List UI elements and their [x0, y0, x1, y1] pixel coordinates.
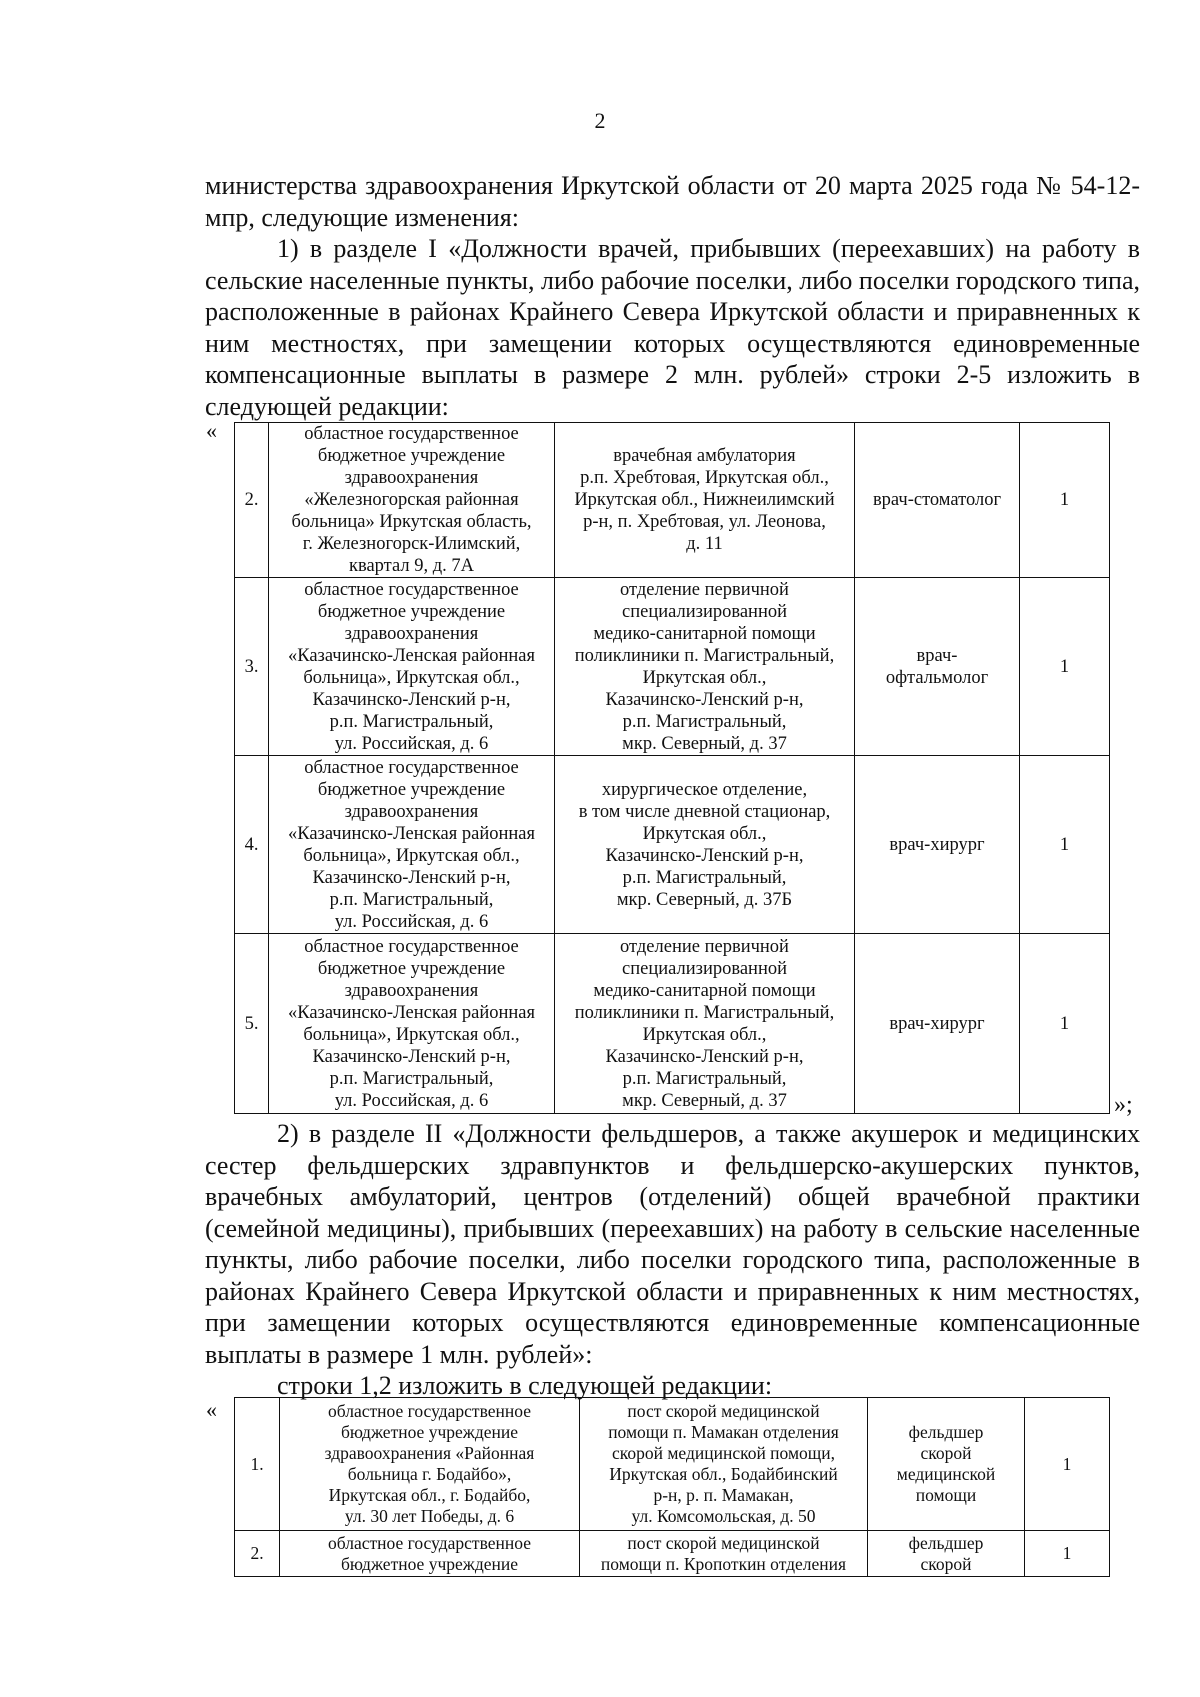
row-number: 2.: [235, 423, 269, 578]
count-cell: 1: [1020, 578, 1110, 756]
unit-cell: пост скорой медицинской помощи п. Мамакан отделения скорой медицинской помощи, Иркутская обл., Бодайбинский р-н, р. п. Мамакан, ул. Комсомольская, д. 50: [608, 1401, 839, 1526]
row-number: 4.: [235, 756, 269, 934]
institution-cell: областное государственное бюджетное учреждение здравоохранения «Железногорская районная больница» Иркутская область, г. Железногорск-Илимский, квартал 9, д. 7А: [291, 424, 532, 576]
position-cell: фельдшер скорой медицинской помощи: [896, 1422, 996, 1505]
unit-cell: врачебная амбулатория р.п. Хребтовая, Иркутская обл., Иркутская обл., Нижнеилимский р-н, п. Хребтовая, ул. Леонова, д. 11: [574, 446, 835, 554]
count-cell: 1: [1025, 1531, 1110, 1577]
count-cell: 1: [1020, 756, 1110, 934]
institution-cell: областное государственное бюджетное учреждение: [328, 1532, 531, 1574]
table2-row: [235, 1531, 1110, 1577]
table1-opening-quote: «: [206, 418, 217, 443]
count-cell: 1: [1020, 934, 1110, 1114]
row-number: 2.: [235, 1531, 280, 1577]
institution-cell: областное государственное бюджетное учреждение здравоохранения «Районная больница г. Бодайбо», Иркутская обл., г. Бодайбо, ул. 30 лет Победы, д. 6: [324, 1401, 535, 1526]
institution-cell: областное государственное бюджетное учреждение здравоохранения «Казачинско-Ленская районная больница», Иркутская обл., Казачинско-Ленский р-н, р.п. Магистральный, ул. Российская, д. 6: [287, 936, 536, 1111]
count-cell: 1: [1020, 423, 1110, 578]
page-number: 2: [594, 108, 606, 133]
table2: [234, 1397, 1110, 1577]
position-cell: врач-стоматолог: [872, 490, 1002, 510]
unit-cell: хирургическое отделение, в том числе дневной стационар, Иркутская обл., Казачинско-Ленский р-н, р.п. Магистральный, мкр. Северный, д. 37Б: [578, 779, 831, 910]
table1-row: [235, 756, 1110, 934]
institution-cell: областное государственное бюджетное учреждение здравоохранения «Казачинско-Ленская районная больница», Иркутская обл., Казачинско-Ленский р-н, р.п. Магистральный, ул. Российская, д. 6: [287, 579, 536, 754]
table1-row: [235, 934, 1110, 1114]
item1-paragraph: 1) в разделе I «Должности врачей, прибывших (переехавших) на работу в сельские населенные пункты, либо рабочие поселки, либо поселки городского типа, расположенные в районах Крайнего Севера Иркутской области и приравненных к ним местностях, при замещении которых осуществляются единовременные компенсационные выплаты в размере 2 млн. рублей» строки 2-5 изложить в следующей редакции:: [205, 234, 1140, 421]
position-cell: врач-хирург: [889, 1013, 985, 1034]
position-cell: фельдшер скорой: [908, 1532, 984, 1574]
item2-subline: строки 1,2 изложить в следующей редакции:: [277, 1371, 773, 1400]
unit-cell: отделение первичной специализированной медико-санитарной помощи поликлиники п. Магистральный, Иркутская обл., Казачинско-Ленский р-н, р.п. Магистральный, мкр. Северный, д. 37: [574, 579, 835, 754]
table2-row: [235, 1398, 1110, 1531]
institution-cell: областное государственное бюджетное учреждение здравоохранения «Казачинско-Ленская районная больница», Иркутская обл., Казачинско-Ленский р-н, р.п. Магистральный, ул. Российская, д. 6: [287, 757, 536, 932]
row-number: 3.: [235, 578, 269, 756]
table1-row: [235, 578, 1110, 756]
row-number: 5.: [235, 934, 269, 1114]
table1: [234, 422, 1110, 1114]
row-number: 1.: [235, 1398, 280, 1531]
table2-opening-quote: «: [206, 1397, 217, 1422]
position-cell: врач- офтальмолог: [885, 645, 989, 688]
position-cell: врач-хирург: [889, 834, 985, 855]
unit-cell: отделение первичной специализированной медико-санитарной помощи поликлиники п. Магистральный, Иркутская обл., Казачинско-Ленский р-н, р.п. Магистральный, мкр. Северный, д. 37: [574, 936, 835, 1111]
item2-paragraph: 2) в разделе II «Должности фельдшеров, а также акушерок и медицинских сестер фельдшерских здравпунктов и фельдшерско-акушерских пунктов, врачебных амбулаторий, центров (отделений) общей врачебной практики (семейной медицины), прибывших (переехавших) на работу в сельские населенные пункты, либо рабочие поселки, либо поселки городского типа, расположенные в районах Крайнего Севера Иркутской области и приравненных к ним местностях, при замещении которых осуществляются единовременные компенсационные выплаты в размере 1 млн. рублей»:: [205, 1119, 1140, 1369]
table1-row: [235, 423, 1110, 578]
intro-paragraph: министерства здравоохранения Иркутской области от 20 марта 2025 года № 54-12-мпр, следующие изменения:: [205, 171, 1140, 232]
table1-closing-quote: »;: [1114, 1092, 1133, 1118]
count-cell: 1: [1025, 1398, 1110, 1531]
unit-cell: пост скорой медицинской помощи п. Кропоткин отделения: [600, 1532, 847, 1574]
